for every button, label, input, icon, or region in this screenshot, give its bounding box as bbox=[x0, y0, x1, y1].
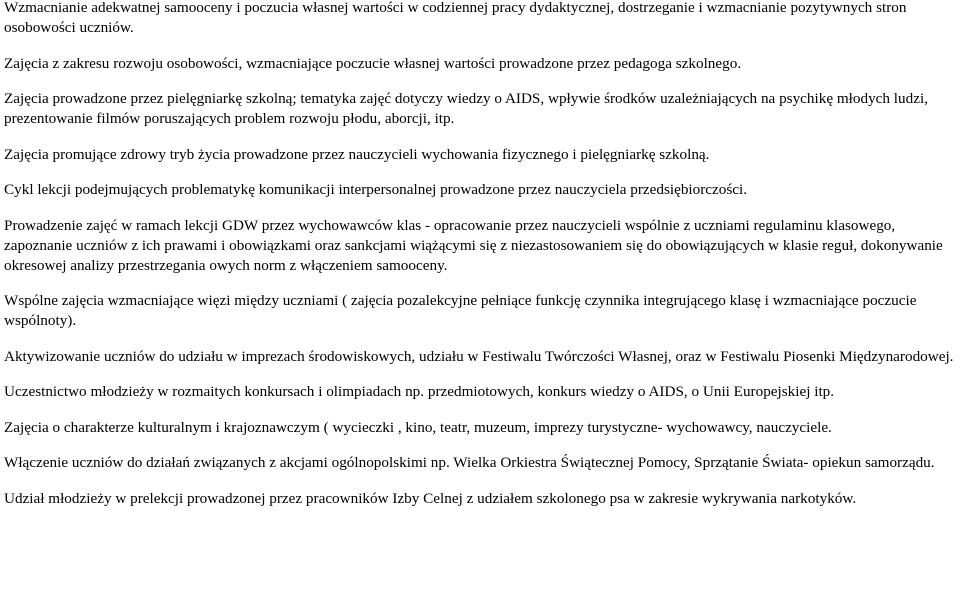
paragraph-nurse-classes: Zajęcia prowadzone przez pielęgniarkę szkolną; tematyka zajęć dotyczy wiedzy o AIDS, wpływie środków uzależniających na psychikę młodych ludzi, prezentowanie filmów poruszających problem rozwoju płodu, aborcji, itp. bbox=[4, 90, 928, 127]
paragraph-national-campaigns: Włączenie uczniów do działań związanych z akcjami ogólnopolskimi np. Wielka Orkiestra Świątecznej Pomocy, Sprzątanie Świata- opiekun samorządu. bbox=[4, 454, 935, 471]
paragraph-festivals: Aktywizowanie uczniów do udziału w imprezach środowiskowych, udziału w Festiwalu Twórczości Własnej, oraz w Festiwalu Piosenki Międzynarodowej. bbox=[4, 347, 954, 365]
paragraph-cultural-trips: Zajęcia o charakterze kulturalnym i krajoznawczym ( wycieczki , kino, teatr, muzeum, imprezy turystyczne- wychowawcy, nauczyciele. bbox=[4, 418, 832, 436]
document-page bbox=[4, 0, 958, 524]
paragraph-customs-lecture: Udział młodzieży w prelekcji prowadzonej przez pracowników Izby Celnej z udziałem szkolonego psa w zakresie wykrywania narkotyków. bbox=[4, 489, 857, 507]
paragraph-self-esteem: Wzmacnianie adekwatnej samooceny i poczucia własnej wartości w codziennej pracy dydaktycznej, dostrzeganie i wzmacnianie pozytywnych stron osobowości uczniów. bbox=[4, 0, 907, 36]
paragraph-competitions: Uczestnictwo młodzieży w rozmaitych konkursach i olimpiadach np. przedmiotowych, konkurs wiedzy o AIDS, o Unii Europejskiej itp. bbox=[4, 383, 835, 400]
paragraph-personality-classes: Zajęcia z zakresu rozwoju osobowości, wzmacniające poczucie własnej wartości prowadzone przez pedagoga szkolnego. bbox=[4, 54, 742, 72]
paragraph-healthy-lifestyle: Zajęcia promujące zdrowy tryb życia prowadzone przez nauczycieli wychowania fizycznego i pielęgniarkę szkolną. bbox=[4, 145, 710, 163]
paragraph-communication-lessons: Cykl lekcji podejmujących problematykę komunikacji interpersonalnej prowadzone przez nauczyciela przedsiębiorczości. bbox=[4, 181, 748, 198]
paragraph-gdw-lessons: Prowadzenie zajęć w ramach lekcji GDW przez wychowawców klas - opracowanie przez nauczycieli wspólnie z uczniami regulaminu klasowego, zapoznanie uczniów z ich prawami i obowiązkami oraz sankcjami wiążącymi się z niezastosowaniem się do obowiązujących w klasie reguł, dokonywanie okresowej analizy przestrzegania owych norm z włączeniem samooceny. bbox=[4, 216, 943, 274]
paragraph-integration-classes: Wspólne zajęcia wzmacniające więzi między uczniami ( zajęcia pozalekcyjne pełniące funkcję czynnika integrującego klasę i wzmacniające poczucie wspólnoty). bbox=[4, 292, 917, 329]
